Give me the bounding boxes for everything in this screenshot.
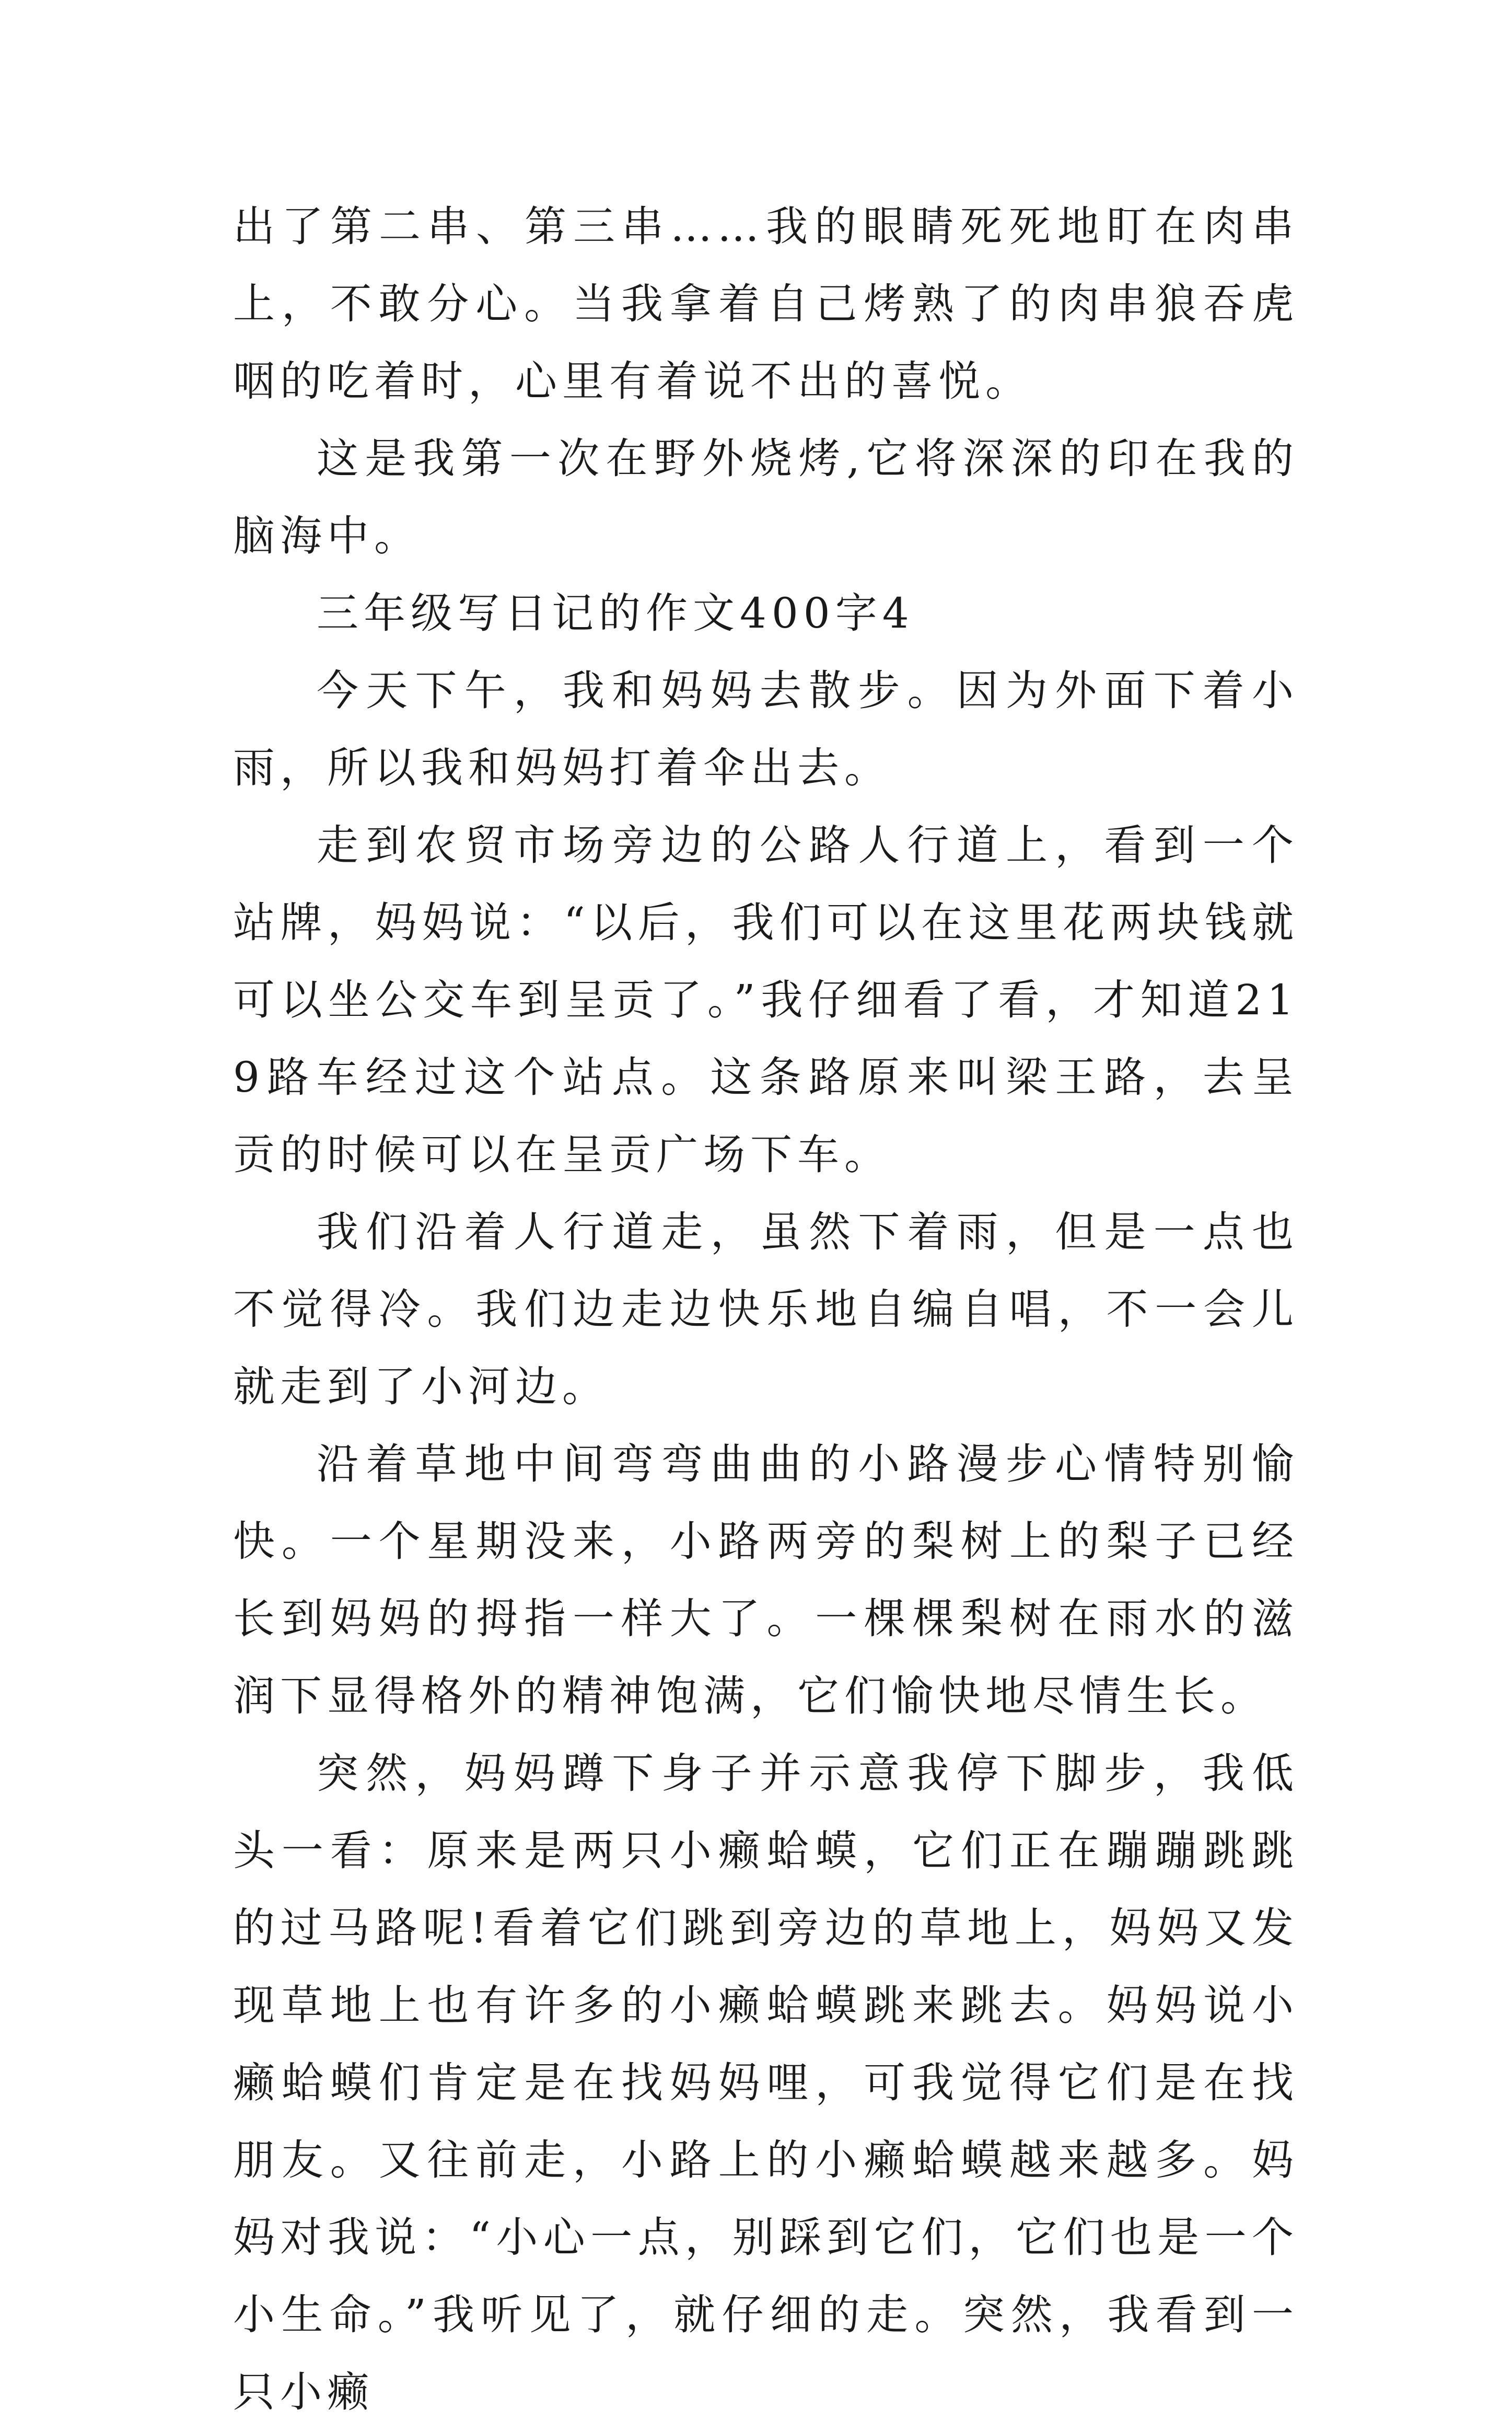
paragraph-5: 我们沿着人行道走，虽然下着雨，但是一点也不觉得冷。我们边走边快乐地自编自唱，不一会儿就走到了小河边。 [233, 1208, 1299, 1411]
paragraph-3: 今天下午，我和妈妈去散步。因为外面下着小雨，所以我和妈妈打着伞出去。 [233, 666, 1299, 792]
paragraph-1: 出了第二串、第三串……我的眼睛死死地盯在肉串上，不敢分心。当我拿着自己烤熟了的肉串狼吞虎咽的吃着时，心里有着说不出的喜悦。 [233, 202, 1299, 406]
paragraph-6: 沿着草地中间弯弯曲曲的小路漫步心情特别愉快。一个星期没来，小路两旁的梨树上的梨子已经长到妈妈的拇指一样大了。一棵棵梨树在雨水的滋润下显得格外的精神饱满，它们愉快地尽情生长。 [233, 1440, 1299, 1720]
paragraph-7: 突然，妈妈蹲下身子并示意我停下脚步，我低头一看：原来是两只小癞蛤蟆，它们正在蹦蹦跳跳的过马路呢!看着它们跳到旁边的草地上，妈妈又发现草地上也有许多的小癞蛤蟆跳来跳去。妈妈说小癞蛤蟆们肯定是在找妈妈哩，可我觉得它们是在找朋友。又往前走，小路上的小癞蛤蟆越来越多。妈妈对我说：“小心一点，别踩到它们，它们也是一个小生命。”我听见了，就仔细的走。突然，我看到一只小癞 [233, 1749, 1299, 2416]
paragraph-2: 这是我第一次在野外烧烤,它将深深的印在我的脑海中。 [233, 434, 1299, 560]
paragraph-4: 走到农贸市场旁边的公路人行道上，看到一个站牌，妈妈说：“以后，我们可以在这里花两块钱就可以坐公交车到呈贡了。”我仔细看了看，才知道219路车经过这个站点。这条路原来叫梁王路，去呈贡的时候可以在呈贡广场下车。 [233, 821, 1299, 1179]
section-heading: 三年级写日记的作文400字4 [317, 589, 914, 638]
body-text [233, 188, 1299, 2431]
